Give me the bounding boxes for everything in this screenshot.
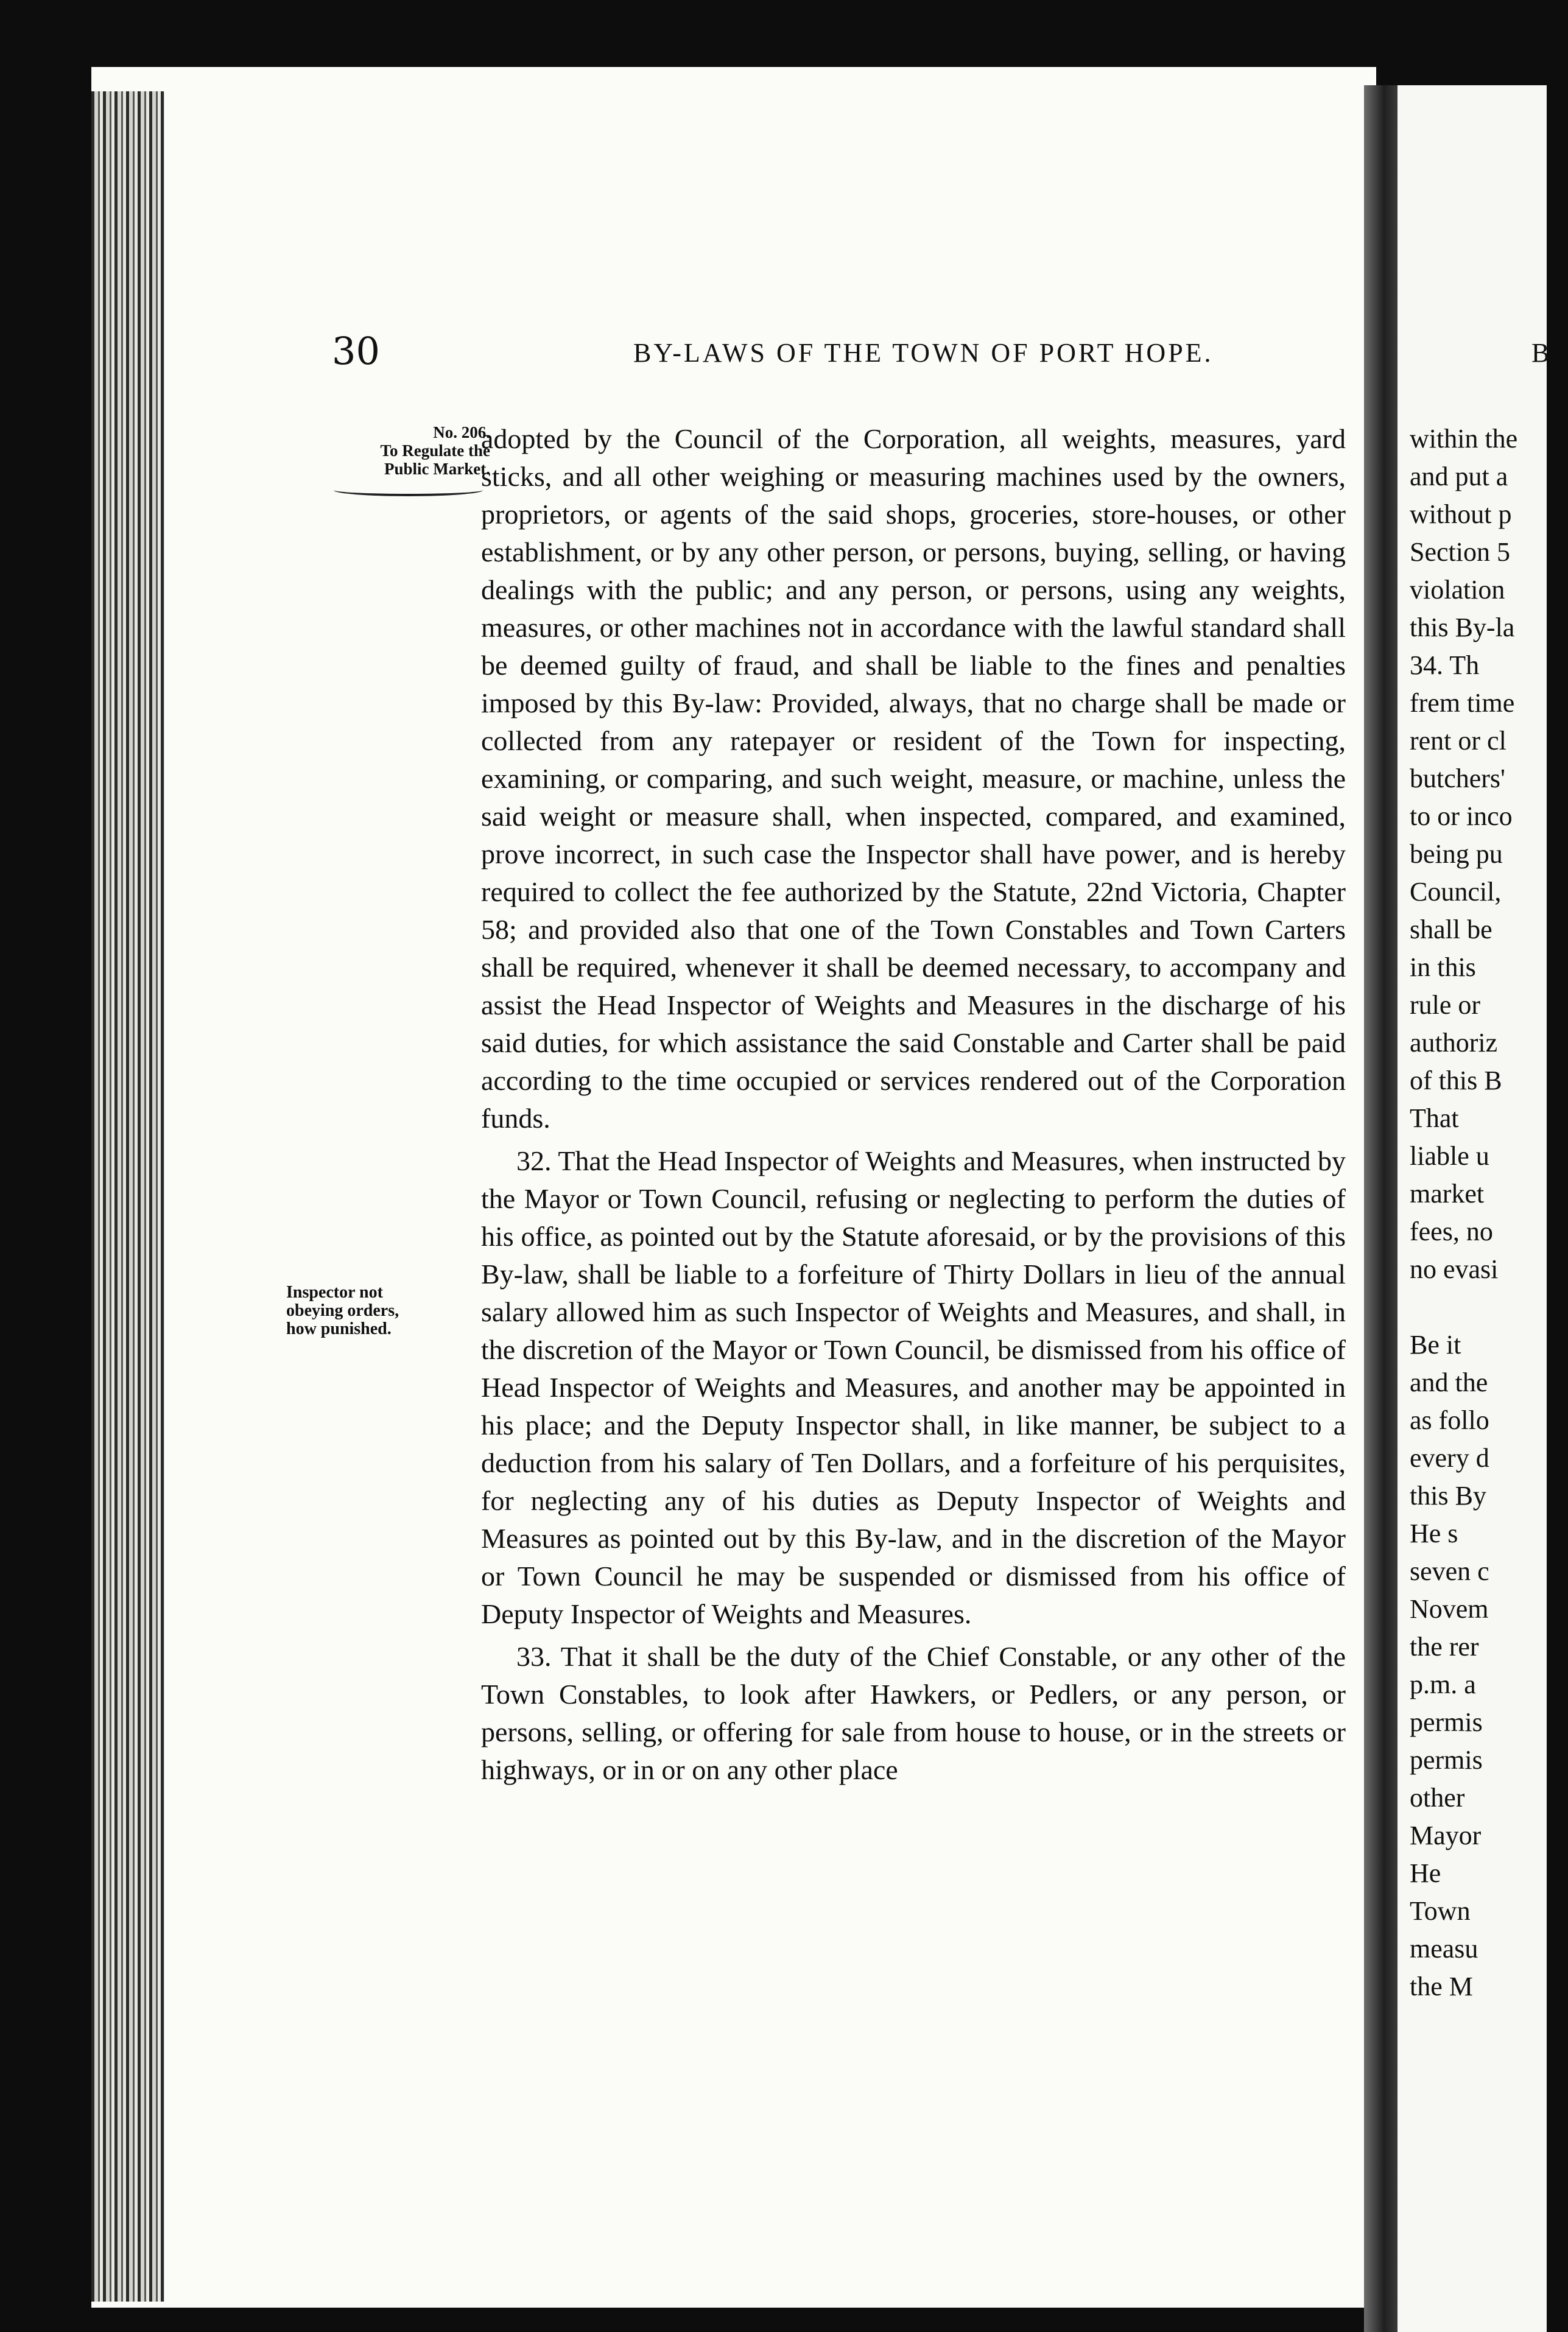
right-page-line: permis — [1410, 1745, 1483, 1775]
margin-note-bylaw-number: No. 206. To Regulate the Public Market. — [380, 423, 490, 478]
main-text — [481, 420, 1346, 1794]
right-page-line: seven c — [1410, 1556, 1489, 1586]
right-page-line: fees, no — [1410, 1217, 1493, 1246]
margin-note-inspector: Inspector not obeying orders, how punished. — [286, 1283, 399, 1338]
book-gutter — [1364, 85, 1397, 2332]
right-page-line: Section 5 — [1410, 537, 1510, 567]
margin-note-brace — [334, 484, 483, 496]
right-page-line: the rer — [1410, 1632, 1479, 1662]
page-number: 30 — [332, 329, 380, 373]
right-page-line: rent or cl — [1410, 726, 1506, 756]
right-page-line: within the — [1410, 424, 1518, 454]
right-page-line: market — [1410, 1179, 1485, 1209]
right-page-line: Novem — [1410, 1594, 1489, 1624]
right-page-line: 34. Th — [1410, 650, 1480, 680]
right-page-line: measu — [1410, 1934, 1478, 1964]
right-page-line: liable u — [1410, 1141, 1489, 1171]
right-page-line: frem time — [1410, 688, 1515, 718]
right-page-line: Mayor — [1410, 1821, 1482, 1850]
right-page-line: of this B — [1410, 1066, 1502, 1095]
paragraph-continued: adopted by the Council of the Corporation, all weights, measures, yard sticks, and all other weighing or measuring machines used by the owners, proprietors, or agents of the said shops, groceries, store-houses, or other establishment, or by any other person, or persons, buying, selling, or having dealings with the public; and any person, or persons, using any weights, measures, or other machines not in accordance with the lawful standard shall be deemed guilty of fraud, and shall be liable to the fines and penalties imposed by this By-law: Provided, always, that no charge shall be made or collected from any ratepayer or resident of the Town for inspecting, examining, or comparing, and such weight, measure, or machine, unless the said weight or measure shall, when inspected, compared, and examined, prove incorrect, in such case the Inspector shall have power, and is hereby required to collect the fee authorized by the Statute, 22nd Victoria, Chapter 58; and provided also that one of the Town Constables and Town Carters shall be required, whenever it shall be deemed necessary, to accompany and assist the Head Inspector of Weights and Measures in the discharge of his said duties, for which assistance the said Constable and Carter shall be paid according to the time occupied or services rendered out of the Corporation funds. — [481, 423, 1346, 1134]
right-page-line: and put a — [1410, 462, 1508, 491]
right-page-line: He — [1410, 1858, 1441, 1888]
page-title: BY-LAWS OF THE TOWN OF PORT HOPE. — [633, 338, 1214, 368]
right-page-line: every d — [1410, 1443, 1489, 1473]
running-head — [0, 329, 1550, 396]
right-page-line: this By-la — [1410, 613, 1515, 642]
section-33: 33. That it shall be the duty of the Chief Constable, or any other of the Town Constables, to look after Hawkers, or Pedlers, or any person, or persons, selling, or offering for sale from house to house, or in the streets or highways, or in or on any other place — [481, 1641, 1346, 1785]
right-page-line: That — [1410, 1103, 1459, 1133]
right-page-line — [1410, 1288, 1568, 1326]
right-page-head-fragment: B — [1531, 338, 1550, 368]
right-page-line: to or inco — [1410, 801, 1513, 831]
right-page-line: Town — [1410, 1896, 1471, 1926]
right-page-line: without p — [1410, 499, 1512, 529]
right-page-line: in this — [1410, 952, 1476, 982]
right-page-line: Be it — [1410, 1330, 1461, 1360]
right-page-line: p.m. a — [1410, 1670, 1476, 1699]
page-stack-edge — [91, 91, 164, 2302]
right-page-line: violation — [1410, 575, 1505, 605]
right-page-line: shall be — [1410, 915, 1492, 944]
right-page-line: being pu — [1410, 839, 1503, 869]
right-page-line: as follo — [1410, 1405, 1489, 1435]
section-32: 32. That the Head Inspector of Weights and Measures, when instructed by the Mayor or Town Council, refusing or neglecting to perform the duties of his office, as pointed out by the Statute aforesaid, or by the provisions of this By-law, shall be liable to a forfeiture of Thirty Dollars in lieu of the annual salary allowed him as such Inspector of Weights and Measures, and shall, in the discretion of the Mayor or Town Council, be dismissed from his office of Head Inspector of Weights and Measures, and another may be appointed in his place; and the Deputy Inspector shall, in like manner, be subject to a deduction from his salary of Ten Dollars, and a forfeiture of his perquisites, for neglecting any of his duties as Deputy Inspector of Weights and Measures as pointed out by this By-law, and in the discretion of the Mayor or Town Council he may be suspended or dismissed from his office of Deputy Inspector of Weights and Measures. — [481, 1145, 1346, 1629]
right-page-line: authoriz — [1410, 1028, 1498, 1058]
right-page-line: He s — [1410, 1519, 1458, 1548]
right-page-line: other — [1410, 1783, 1465, 1813]
right-page-line: rule or — [1410, 990, 1481, 1020]
right-page-line: the M — [1410, 1972, 1473, 2001]
right-page-line: permis — [1410, 1707, 1483, 1737]
right-page-line: no evasi — [1410, 1254, 1499, 1284]
right-page-line: butchers' — [1410, 764, 1505, 793]
right-page-line: this By — [1410, 1481, 1486, 1511]
right-page-line: Council, — [1410, 877, 1502, 907]
right-page-text — [1410, 420, 1568, 2006]
right-page-line: and the — [1410, 1368, 1488, 1397]
